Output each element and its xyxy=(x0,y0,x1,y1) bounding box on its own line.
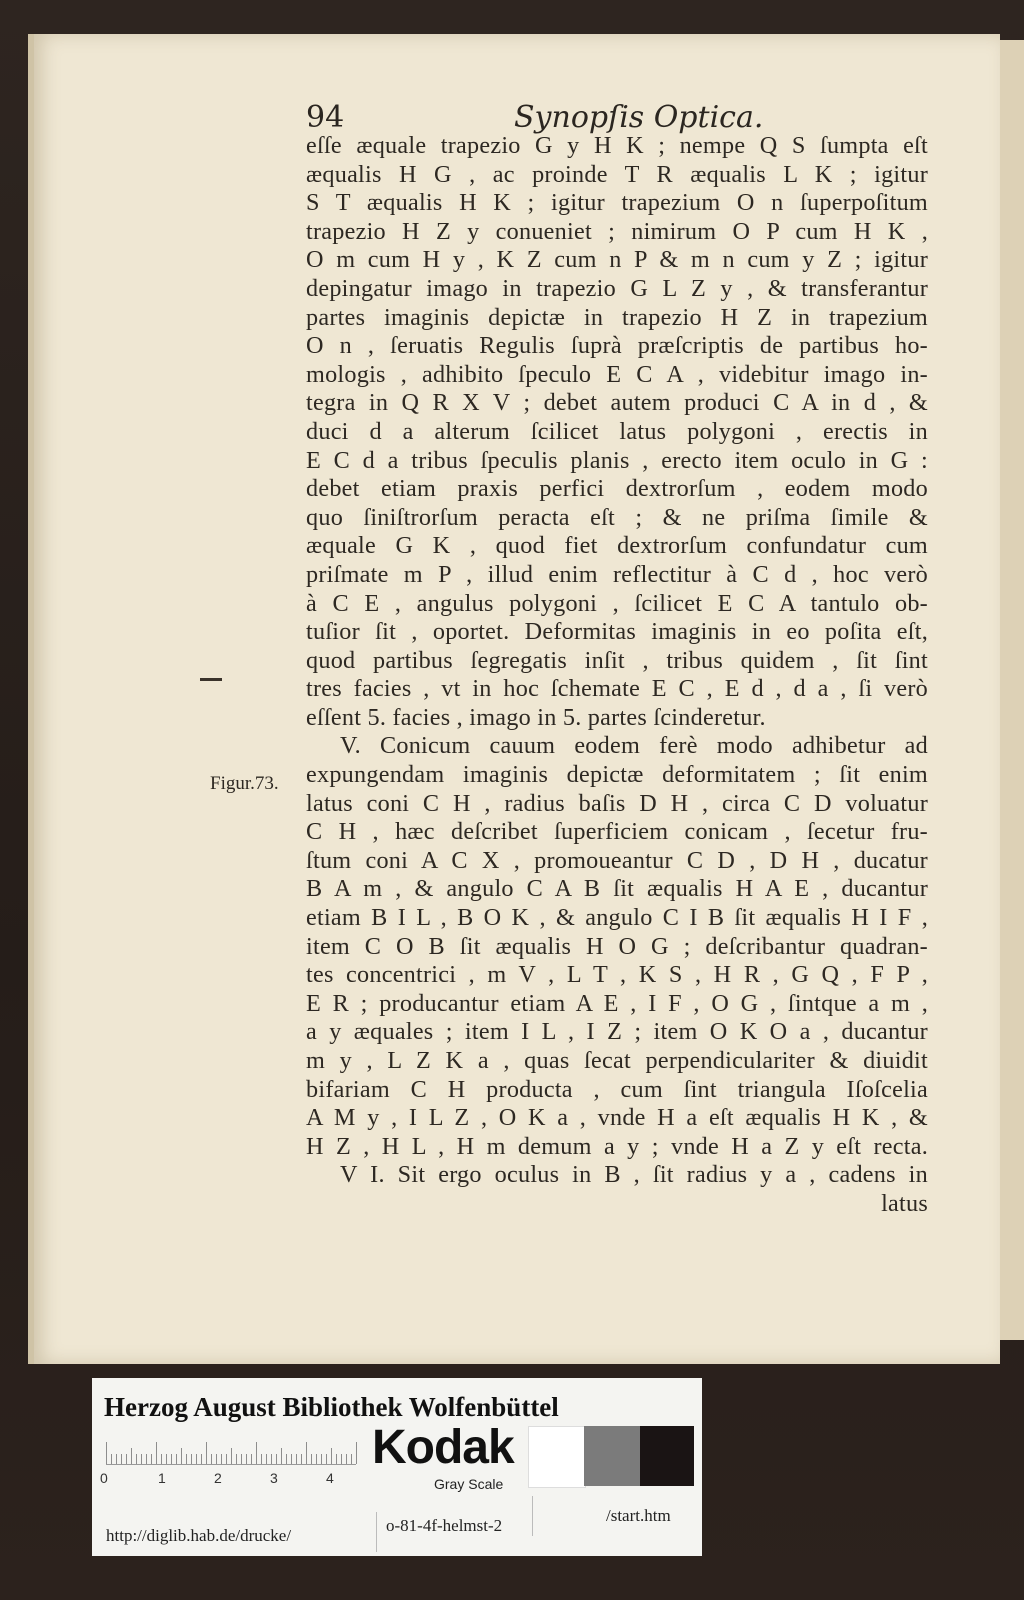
ruler-tick xyxy=(211,1454,212,1464)
text-line: item C O B ſit æqualis H O G ; deſcribantur quadran- xyxy=(306,932,928,960)
ruler-tick xyxy=(331,1448,332,1464)
text-line: æquale G K , quod fiet dextrorſum confundatur cum xyxy=(306,532,928,560)
text-line: etiam B I L , B O K , & angulo C I B ſit æqualis H I F , xyxy=(306,904,928,932)
gray-scale-label: Gray Scale xyxy=(434,1476,504,1492)
ruler-tick xyxy=(276,1454,277,1464)
ruler-label: 3 xyxy=(270,1470,278,1486)
ruler-tick xyxy=(311,1454,312,1464)
text-line: duci d a alterum ſcilicet latus polygoni , erectis in xyxy=(306,417,928,445)
text-line: tegra in Q R X V ; debet autem produci C A in d , & xyxy=(306,389,928,417)
text-line: O n , ſeruatis Regulis ſuprà præſcriptis de partibus ho- xyxy=(306,332,928,360)
text-line: E R ; producantur etiam A E , I F , O G , ſintque a m , xyxy=(306,989,928,1017)
ruler-tick xyxy=(181,1448,182,1464)
ruler-tick xyxy=(131,1448,132,1464)
text-line: depingatur imago in trapezio G L Z y , & transferantur xyxy=(306,274,928,302)
ruler-tick xyxy=(296,1454,297,1464)
ruler-tick xyxy=(261,1454,262,1464)
ruler-tick xyxy=(221,1454,222,1464)
ruler-tick xyxy=(196,1454,197,1464)
ruler-label: 4 xyxy=(326,1470,334,1486)
ruler-tick xyxy=(346,1454,347,1464)
ruler-tick xyxy=(136,1454,137,1464)
page-number: 94 xyxy=(306,100,345,135)
ruler-tick xyxy=(281,1448,282,1464)
ruler-tick xyxy=(326,1454,327,1464)
ruler-tick xyxy=(251,1454,252,1464)
ruler-tick xyxy=(186,1454,187,1464)
ruler-tick xyxy=(236,1454,237,1464)
ruler-tick xyxy=(286,1454,287,1464)
text-line: debet etiam praxis perfici dextrorſum , eodem modo xyxy=(306,475,928,503)
ruler-tick xyxy=(306,1442,307,1464)
ruler-tick xyxy=(116,1454,117,1464)
ruler-tick xyxy=(216,1454,217,1464)
text-line: partes imaginis depictæ in trapezio H Z in trapezium xyxy=(306,303,928,331)
margin-dash-mark xyxy=(200,678,222,681)
body-text xyxy=(306,132,928,1219)
text-line: B A m , & angulo C A B ſit æqualis H A E , ducantur xyxy=(306,875,928,903)
ruler-tick xyxy=(291,1454,292,1464)
text-line: à C E , angulus polygoni , ſcilicet E C A tantulo ob- xyxy=(306,589,928,617)
text-line: bifariam C H producta , cum ſint triangula Iſoſcelia xyxy=(306,1075,928,1103)
text-line: S T æqualis H K ; igitur trapezium O n ſuperpoſitum xyxy=(306,189,928,217)
text-line: tres facies , vt in hoc ſchemate E C , E d , d a , ſi verò xyxy=(306,675,928,703)
text-line: A M y , I L Z , O K a , vnde H a eſt æqualis H K , & xyxy=(306,1104,928,1132)
ruler-tick xyxy=(161,1454,162,1464)
ruler-tick xyxy=(166,1454,167,1464)
ruler-tick xyxy=(271,1454,272,1464)
text-line: V. Conicum cauum eodem ferè modo adhibetur ad xyxy=(340,732,928,760)
ruler-tick xyxy=(121,1454,122,1464)
kodak-logo: Kodak xyxy=(372,1421,514,1474)
text-line: expungendam imaginis depictæ deformitatem ; ſit enim xyxy=(306,761,928,789)
ruler-scale xyxy=(106,1440,356,1465)
gray-patch xyxy=(584,1426,640,1486)
ruler-tick xyxy=(151,1454,152,1464)
ruler-tick xyxy=(126,1454,127,1464)
running-title: Synopſis Optica. xyxy=(514,100,764,135)
text-line: mologis , adhibito ſpeculo E C A , videbitur imago in- xyxy=(306,360,928,388)
text-line: latus coni C H , radius baſis D H , circa C D voluatur xyxy=(306,789,928,817)
ruler-tick xyxy=(321,1454,322,1464)
text-line: m y , L Z K a , quas ſecat perpendiculariter & diuidit xyxy=(306,1047,928,1074)
black-patch xyxy=(640,1426,694,1486)
text-line: trapezio H Z y conueniet ; nimirum O P cum H K , xyxy=(306,217,928,245)
ruler-tick xyxy=(356,1442,357,1464)
text-line: eſſent 5. facies , imago in 5. partes ſcinderetur. xyxy=(306,703,766,731)
white-patch xyxy=(528,1426,586,1488)
ruler-tick xyxy=(201,1454,202,1464)
ruler-tick xyxy=(341,1454,342,1464)
ruler-tick xyxy=(106,1442,107,1464)
item-identifier: o-81-4f-helmst-2 xyxy=(386,1516,503,1535)
text-line: eſſe æquale trapezio G y H K ; nempe Q S ſumpta eſt xyxy=(306,132,928,159)
ruler-tick xyxy=(241,1454,242,1464)
ruler-tick xyxy=(256,1442,257,1464)
library-name: Herzog August Bibliothek Wolfenbüttel xyxy=(104,1392,559,1422)
text-line: tes concentrici , m V , L T , K S , H R , G Q , F P , xyxy=(306,961,928,989)
text-line: quo ſiniſtrorſum peracta eſt ; & ne priſma ſimile & xyxy=(306,503,928,531)
ruler-label: 0 xyxy=(100,1470,108,1486)
card-divider xyxy=(376,1512,377,1552)
ruler-tick xyxy=(316,1454,317,1464)
text-line: quod partibus ſegregatis inſit , tribus quidem , ſit ſint xyxy=(306,646,928,674)
ruler-label: 1 xyxy=(158,1470,166,1486)
ruler-tick xyxy=(226,1454,227,1464)
card-divider xyxy=(532,1496,533,1536)
ruler-label: 2 xyxy=(214,1470,222,1486)
ruler-tick xyxy=(141,1454,142,1464)
text-line: priſmate m P , illud enim reflectitur à C d , hoc verò xyxy=(306,560,928,588)
ruler-tick xyxy=(231,1448,232,1464)
text-line: æqualis H G , ac proinde T R æqualis L K ; igitur xyxy=(306,160,928,188)
ruler-tick xyxy=(176,1454,177,1464)
ruler-tick xyxy=(246,1454,247,1464)
text-line: O m cum H y , K Z cum n P & m n cum y Z ; igitur xyxy=(306,246,928,274)
margin-figure-note: Figur.73. xyxy=(210,773,279,794)
ruler-tick xyxy=(146,1454,147,1464)
text-line: a y æquales ; item I L , I Z ; item O K O a , ducantur xyxy=(306,1018,928,1046)
ruler-tick xyxy=(111,1454,112,1464)
ruler-tick xyxy=(351,1454,352,1464)
ruler-tick xyxy=(206,1442,207,1464)
catchword: latus xyxy=(881,1189,928,1217)
ruler-tick xyxy=(171,1454,172,1464)
text-line: ſtum coni A C X , promoueantur C D , D H , ducatur xyxy=(306,846,928,874)
ruler-tick xyxy=(301,1454,302,1464)
ruler-tick xyxy=(266,1454,267,1464)
text-line: C H , hæc deſcribet ſuperficiem conicam , ſecetur fru- xyxy=(306,818,928,846)
text-line: H Z , H L , H m demum a y ; vnde H a Z y eſt recta. xyxy=(306,1132,928,1160)
start-link-text: /start.htm xyxy=(606,1506,671,1525)
library-color-card xyxy=(92,1378,702,1556)
ruler-tick xyxy=(191,1454,192,1464)
text-line: E C d a tribus ſpeculis planis , erecto item oculo in G : xyxy=(306,446,928,474)
ruler-tick xyxy=(336,1454,337,1464)
library-url: http://diglib.hab.de/drucke/ xyxy=(106,1526,292,1545)
text-line: V I. Sit ergo oculus in B , ſit radius y a , cadens in xyxy=(340,1161,928,1189)
text-line: tuſior ſit , oportet. Deformitas imaginis in eo poſita eſt, xyxy=(306,618,928,646)
ruler-tick xyxy=(156,1442,157,1464)
